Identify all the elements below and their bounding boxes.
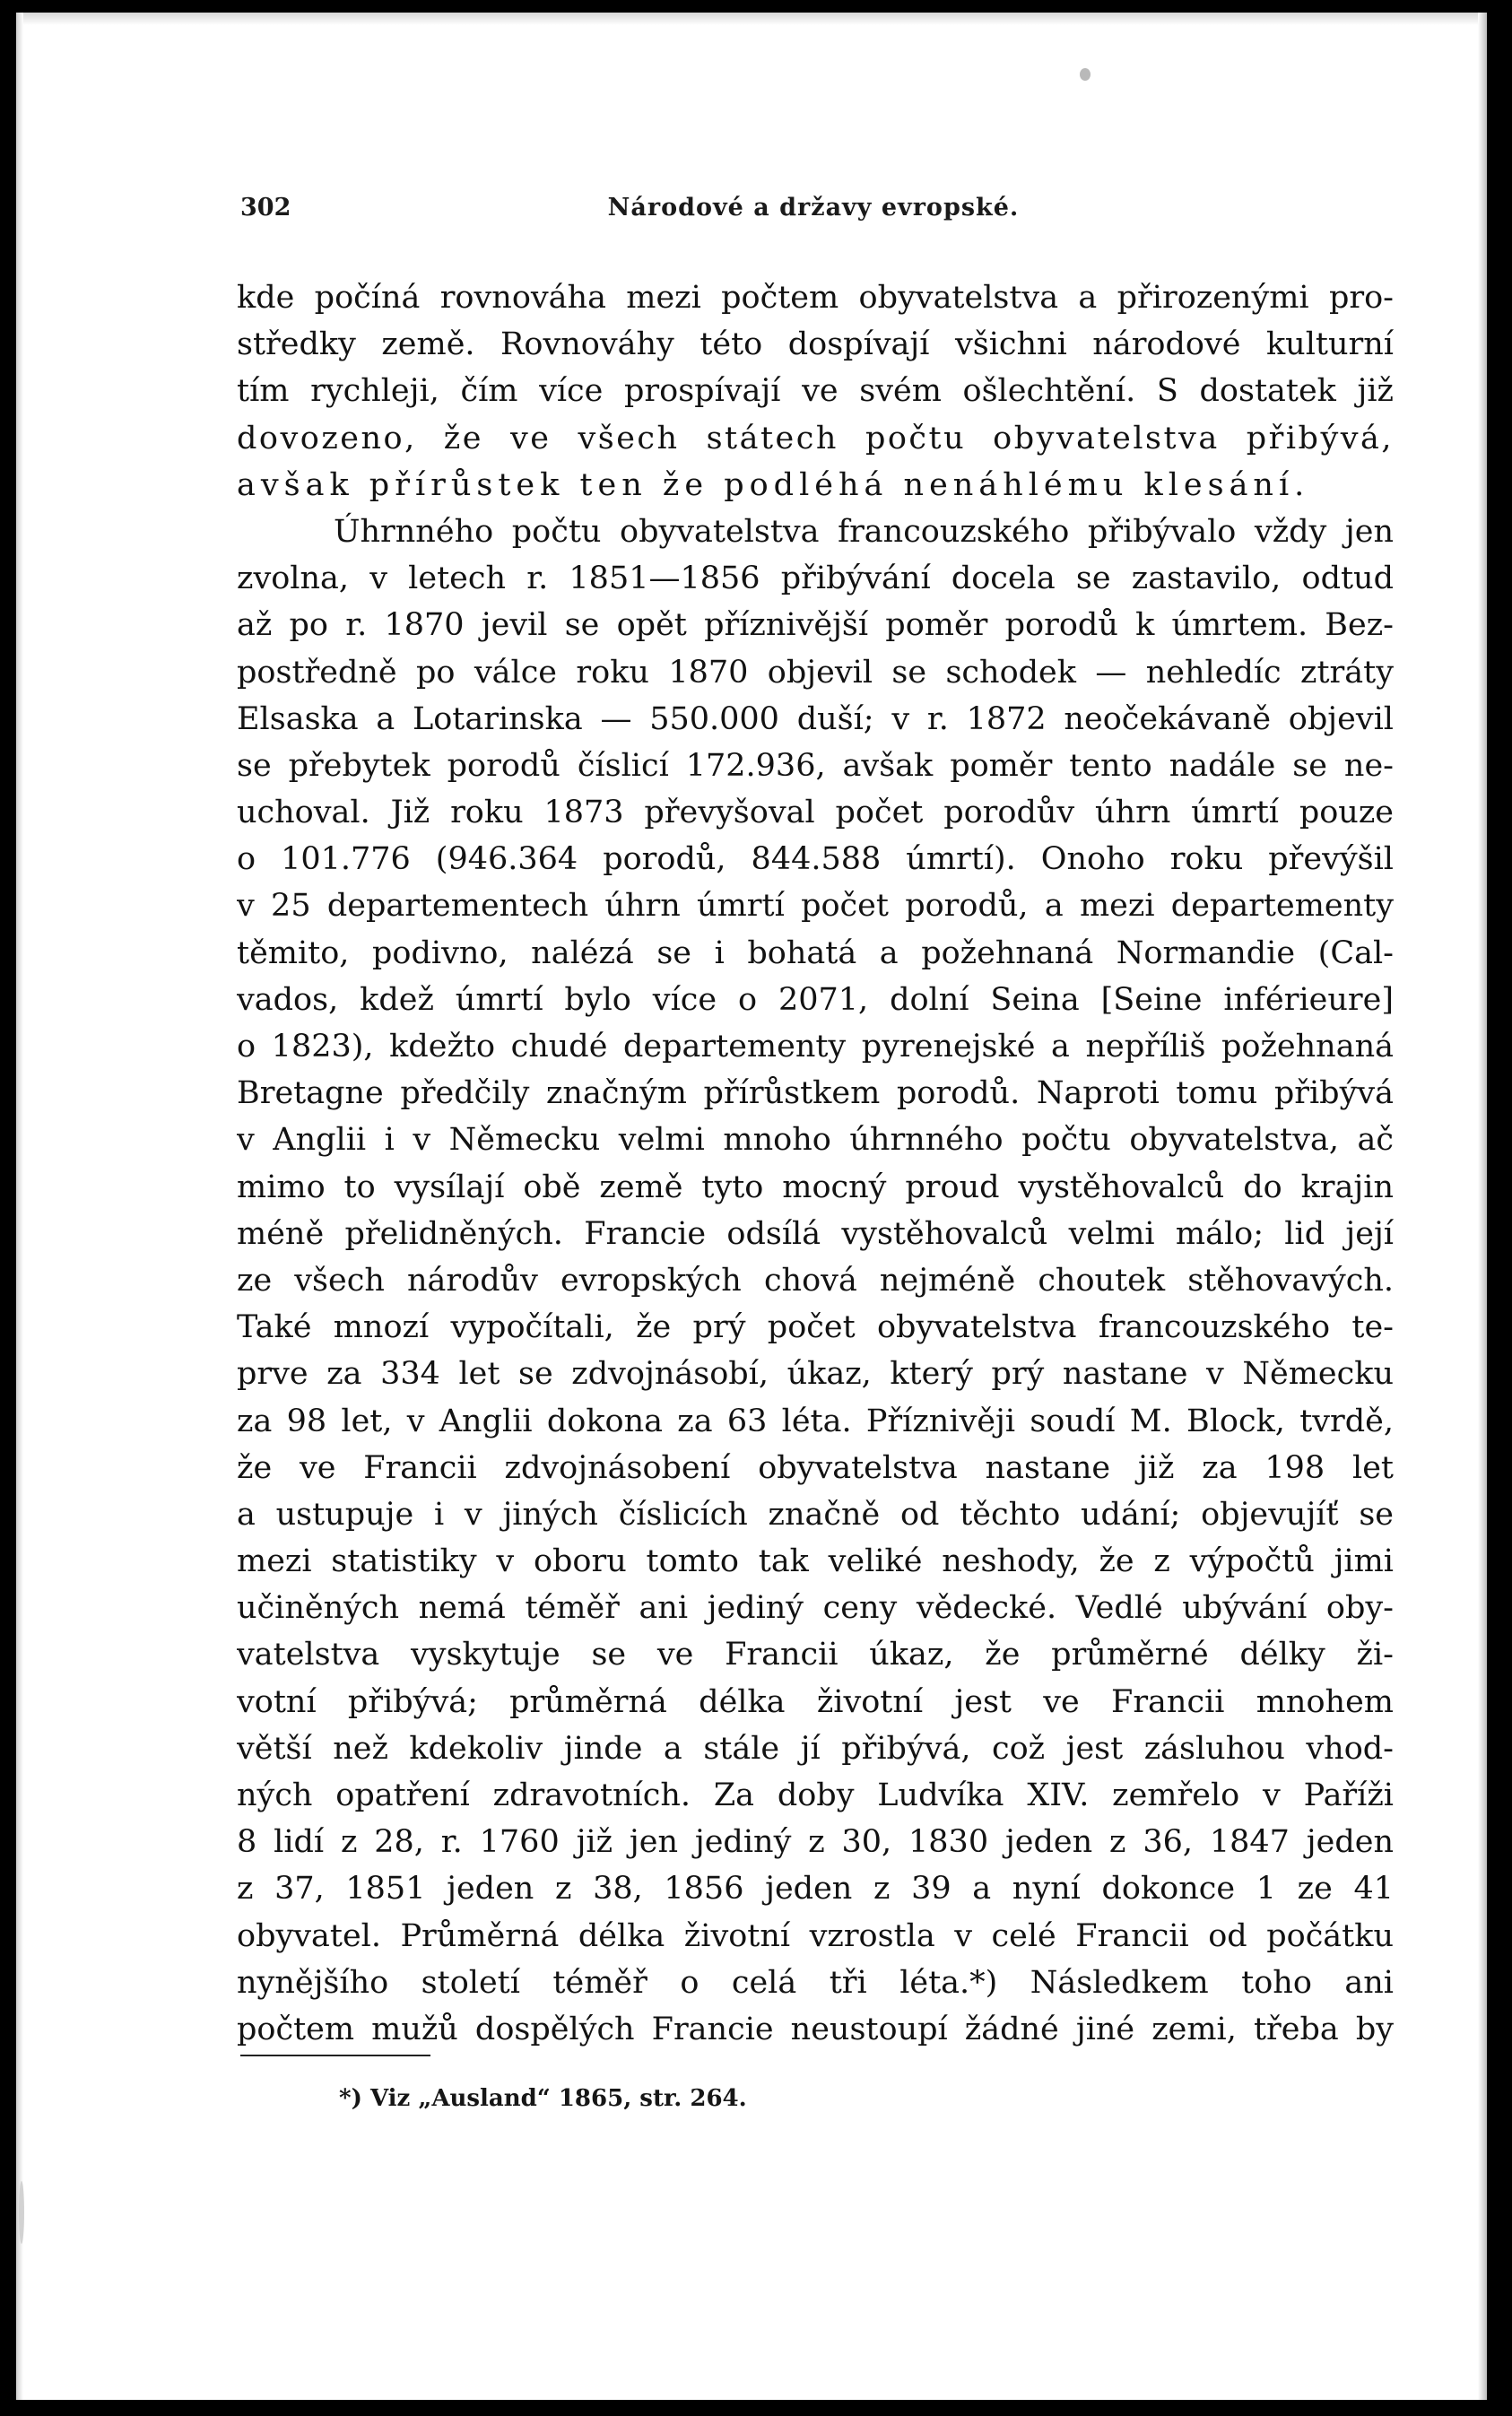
running-title: Národové a državy evropské. — [607, 194, 1020, 222]
text-line: Také mnozí vypočítali, že prý počet obyvatelstva francouzského te- — [237, 1309, 1394, 1346]
text-line: těmito, podivno, nalézá se i bohatá a požehnaná Normandie (Cal- — [237, 934, 1394, 971]
text-line: že ve Francii zdvojnásobení obyvatelstva nastane již za 198 let — [237, 1449, 1394, 1486]
scan-edge-right — [1478, 13, 1487, 2400]
text-line: o 1823), kdežto chudé departementy pyrenejské a nepříliš požehnaná — [237, 1029, 1394, 1065]
footnote-rule — [240, 2055, 430, 2056]
text-line: 8 lidí z 28, r. 1760 již jen jediný z 30, 1830 jeden z 36, 1847 jeden — [237, 1824, 1394, 1861]
text-line: ných opatření zdravotních. Za doby Ludvíka XIV. zemřelo v Paříži — [237, 1777, 1394, 1813]
text-line: postředně po válce roku 1870 objevil se schodek — nehledíc ztráty — [237, 654, 1394, 691]
text-line: zvolna, v letech r. 1851—1856 přibývání docela se zastavilo, odtud — [237, 561, 1394, 597]
text-line: počtem mužů dospělých Francie neustoupí žádné jiné zemi, třeba by — [237, 2011, 1394, 2047]
text-line: mimo to vysílají obě země tyto mocný proud vystěhovalců do krajin — [237, 1169, 1394, 1205]
scan-speck — [19, 2181, 24, 2244]
page-number: 302 — [240, 194, 291, 222]
footnote: *) Viz „Ausland“ 1865, str. 264. — [339, 2085, 747, 2112]
text-line: Bretagne předčily značným přírůstkem porodů. Naproti tomu přibývá — [237, 1075, 1394, 1112]
text-line: kde počíná rovnováha mezi počtem obyvatelstva a přirozenými pro- — [237, 280, 1394, 316]
text-line: nynějšího století téměř o celá tři léta.*) Následkem toho ani — [237, 1964, 1394, 2001]
text-line: vatelstva vyskytuje se ve Francii úkaz, že průměrné délky ži- — [237, 1637, 1394, 1673]
text-line: dovozeno, že ve všech státech počtu obyvatelstva přibývá, — [237, 420, 1394, 456]
text-line: Úhrnného počtu obyvatelstva francouzského přibývalo vždy jen — [334, 513, 1394, 550]
text-line: se přebytek porodů číslicí 172.936, avšak poměr tento nadále se ne- — [237, 747, 1394, 784]
text-line: učiněných nemá téměř ani jediný ceny vědecké. Vedlé ubývání oby- — [237, 1590, 1394, 1627]
body-text — [237, 274, 1394, 2053]
text-line: tím rychleji, čím více prospívají ve svém ošlechtění. S dostatek již — [237, 373, 1394, 410]
text-line: obyvatel. Průměrná délka životní vzrostla v celé Francii od počátku — [237, 1917, 1394, 1954]
page-header — [240, 194, 1386, 230]
text-line: v 25 departementech úhrn úmrtí počet porodů, a mezi departementy — [237, 888, 1394, 925]
text-line: z 37, 1851 jeden z 38, 1856 jeden z 39 a nyní dokonce 1 ze 41 — [237, 1871, 1394, 1908]
scan-edge-left — [16, 13, 23, 2400]
text-line: ze všech národův evropských chová nejméně choutek stěhovavých. — [237, 1262, 1394, 1299]
text-line: středky země. Rovnováhy této dospívají všichni národové kulturní — [237, 326, 1394, 363]
scan-speck — [1080, 68, 1091, 81]
text-line: za 98 let, v Anglii dokona za 63 léta. Příznivěji soudí M. Block, tvrdě, — [237, 1403, 1394, 1439]
text-line: až po r. 1870 jevil se opět příznivější poměr porodů k úmrtem. Bez- — [237, 607, 1394, 644]
text-line: vados, kdež úmrtí bylo více o 2071, dolní Seina [Seine inférieure] — [237, 981, 1394, 1018]
text-line: uchoval. Již roku 1873 převyšoval počet porodův úhrn úmrtí pouze — [237, 795, 1394, 831]
text-line: méně přelidněných. Francie odsílá vystěhovalců velmi málo; lid její — [237, 1215, 1394, 1252]
text-line: větší než kdekoliv jinde a stále jí přibývá, což jest zásluhou vhod- — [237, 1730, 1394, 1767]
text-line: avšak přírůstek ten že podléhá nenáhlému klesání. — [237, 466, 1310, 503]
text-line: Elsaska a Lotarinska — 550.000 duší; v r. 1872 neočekávaně objevil — [237, 700, 1394, 737]
scan-edge-top — [16, 13, 1487, 25]
text-line: prve za 334 let se zdvojnásobí, úkaz, který prý nastane v Německu — [237, 1356, 1394, 1393]
text-line: v Anglii i v Německu velmi mnoho úhrnného počtu obyvatelstva, ač — [237, 1122, 1394, 1159]
text-line: o 101.776 (946.364 porodů, 844.588 úmrtí). Onoho roku převýšil — [237, 841, 1394, 878]
text-line: mezi statistiky v oboru tomto tak veliké neshody, že z výpočtů jimi — [237, 1543, 1394, 1580]
text-line: a ustupuje i v jiných číslicích značně od těchto udání; objevujíť se — [237, 1496, 1394, 1533]
text-line: votní přibývá; průměrná délka životní jest ve Francii mnohem — [237, 1683, 1394, 1720]
